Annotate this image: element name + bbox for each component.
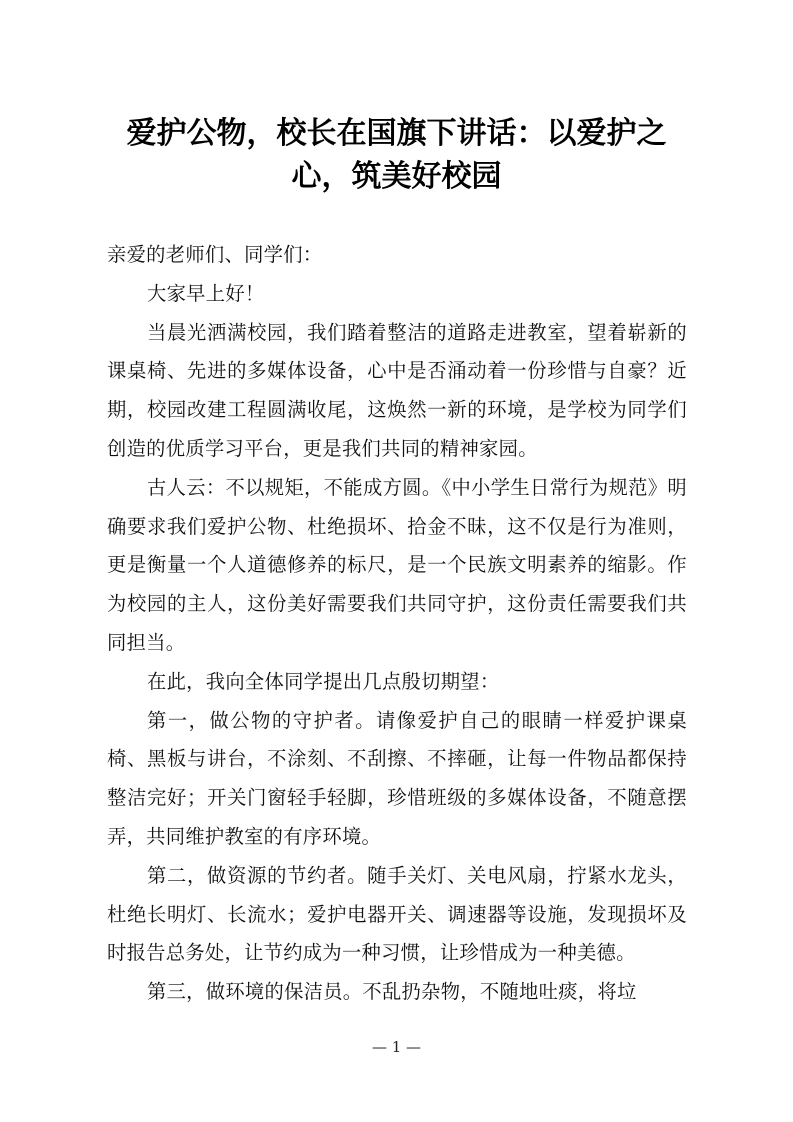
paragraph-first: 第一，做公物的守护者。请像爱护自己的眼睛一样爱护课桌椅、黑板与讲台，不涂刻、不刮擦、不摔砸，让每一件物品都保持整洁完好；开关门窗轻手轻脚，珍惜班级的多媒体设备，不随意摆弄，共同维护教室的有序环境。 xyxy=(107,708,687,848)
salutation: 亲爱的老师们、同学们： xyxy=(107,243,323,266)
paragraph-third: 第三，做环境的保洁员。不乱扔杂物，不随地吐痰，将垃 xyxy=(147,980,637,1004)
paragraph-rules: 古人云：不以规矩，不能成方圆。《中小学生日常行为规范》明确要求我们爱护公物、杜绝损坏、拾金不昧，这不仅是行为准则，更是衡量一个人道德修养的标尺，是一个民族文明素养的缩影。作为校园的主人，这份美好需要我们共同守护，这份责任需要我们共同担当。 xyxy=(107,475,687,654)
paragraph-expectations: 在此，我向全体同学提出几点殷切期望： xyxy=(147,669,500,693)
document-title: 爱护公物，校长在国旗下讲话：以爱护之心，筑美好校园 xyxy=(126,116,667,194)
document-body xyxy=(107,236,687,1012)
paragraph-second: 第二，做资源的节约者。随手关灯、关电风扇，拧紧水龙头，杜绝长明灯、长流水；爱护电器开关、调速器等设施，发现损坏及时报告总务处，让节约成为一种习惯，让珍惜成为一种美德。 xyxy=(107,863,687,965)
paragraph-intro: 当晨光洒满校园，我们踏着整洁的道路走进教室，望着崭新的课桌椅、先进的多媒体设备，心中是否涌动着一份珍惜与自豪？近期，校园改建工程圆满收尾，这焕然一新的环境，是学校为同学们创造的优质学习平台，更是我们共同的精神家园。 xyxy=(107,320,687,460)
paragraph-greeting: 大家早上好！ xyxy=(147,281,265,305)
page-number: — 1 — xyxy=(371,1038,422,1056)
